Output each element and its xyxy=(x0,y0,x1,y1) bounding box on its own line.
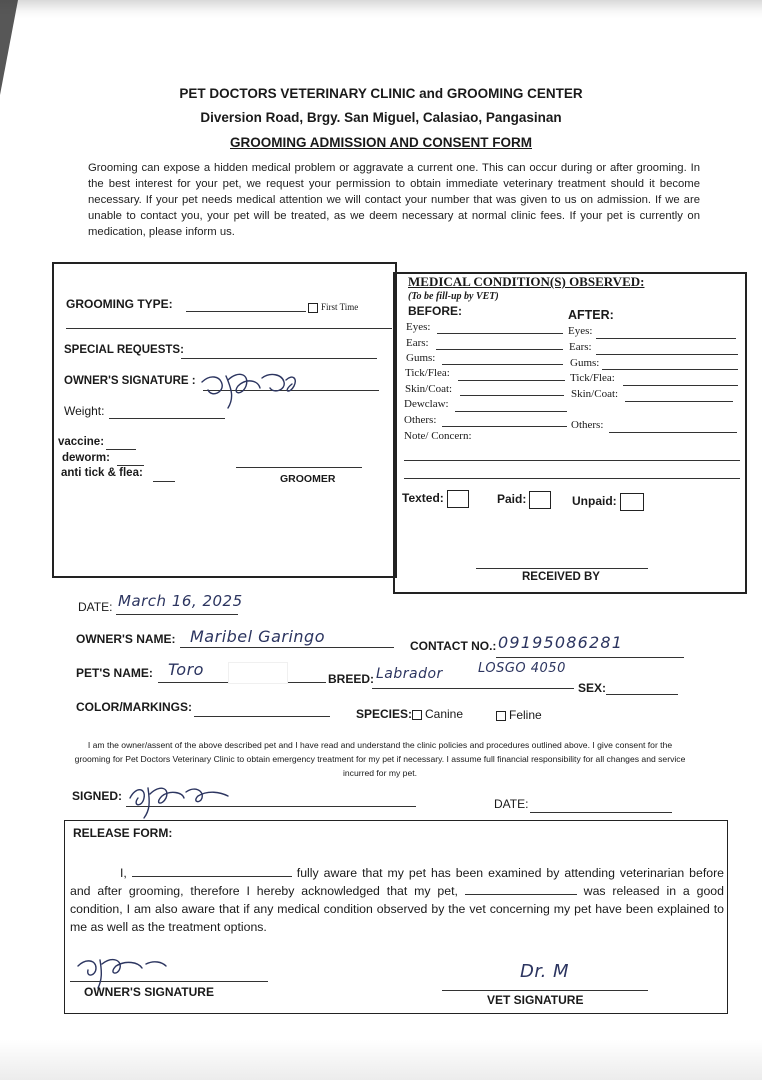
texted-checkbox[interactable] xyxy=(447,490,469,508)
form-title: GROOMING ADMISSION AND CONSENT FORM xyxy=(230,135,532,150)
before-tick-label: Tick/Flea: xyxy=(405,367,450,379)
vet-signature-label: VET SIGNATURE xyxy=(487,993,584,1007)
received-by-line[interactable] xyxy=(476,568,648,569)
weight-label: Weight: xyxy=(64,404,105,418)
groomer-label: GROOMER xyxy=(280,473,336,485)
grooming-type-extra-line[interactable] xyxy=(66,328,392,329)
medical-title: MEDICAL CONDITION(S) OBSERVED: xyxy=(408,274,645,289)
groomer-signature-line[interactable] xyxy=(236,467,362,468)
anti-tick-label: anti tick & flea: xyxy=(61,467,143,479)
after-others-field[interactable] xyxy=(609,432,737,433)
intro-paragraph: Grooming can expose a hidden medical problem or aggravate a current one. This can occur during or after grooming. In the best interest for your pet, we request your permission to obtain immediate veterinary treatment should it become necessary. If your pet needs medical attention we will contact your number that was given to us on admission. If we are unable to contact you, your pet will be treated, as we deem necessary at normal clinic fees. If your pet is currently on medication, please inform us. xyxy=(88,162,700,238)
breed-field[interactable] xyxy=(372,688,574,689)
page-top-edge xyxy=(0,0,762,18)
color-markings-label: COLOR/MARKINGS: xyxy=(76,700,192,714)
release-title: RELEASE FORM: xyxy=(73,826,173,840)
after-tick-label: Tick/Flea: xyxy=(570,372,615,384)
before-ears-label: Ears: xyxy=(406,337,429,349)
signed-label: SIGNED: xyxy=(72,789,123,803)
sex-label: SEX: xyxy=(578,681,607,695)
sex-field[interactable] xyxy=(606,694,678,695)
special-requests-field[interactable] xyxy=(181,358,377,359)
release-pet-name-field[interactable] xyxy=(465,884,577,895)
note-line-1[interactable] xyxy=(404,460,740,461)
species-label: SPECIES: xyxy=(356,707,413,721)
release-owner-name-field[interactable] xyxy=(132,866,292,877)
after-others-label: Others: xyxy=(571,419,604,431)
note-concern-label: Note/ Concern: xyxy=(404,430,472,442)
contact-value: 09195086281 xyxy=(498,633,624,652)
unpaid-checkbox[interactable] xyxy=(620,493,644,511)
after-tick-field[interactable] xyxy=(623,385,738,386)
after-label: AFTER: xyxy=(568,308,614,322)
first-time-option[interactable]: First Time xyxy=(308,302,358,313)
vaccine-field[interactable] xyxy=(106,449,136,450)
before-dewclaw-field[interactable] xyxy=(455,411,567,412)
breed-label: BREED: xyxy=(328,672,375,686)
owner-signature-drawing xyxy=(198,364,308,414)
date-field[interactable] xyxy=(116,614,238,615)
after-ears-label: Ears: xyxy=(569,341,592,353)
feline-checkbox[interactable] xyxy=(496,711,506,721)
before-ears-field[interactable] xyxy=(436,349,563,350)
signed-date-field[interactable] xyxy=(530,812,672,813)
weight-field[interactable] xyxy=(109,418,225,419)
release-owner-signature-label: OWNER'S SIGNATURE xyxy=(84,985,214,999)
before-tick-field[interactable] xyxy=(458,380,565,381)
page-bottom-shade xyxy=(0,1040,762,1080)
before-gums-label: Gums: xyxy=(406,352,436,364)
breed-note: LOSGO 4050 xyxy=(478,661,566,676)
before-label: BEFORE: xyxy=(408,304,462,318)
vaccine-label: vaccine: xyxy=(58,436,105,448)
received-by-label: RECEIVED BY xyxy=(522,571,600,583)
before-dewclaw-label: Dewclaw: xyxy=(404,398,449,410)
pet-name-label: PET'S NAME: xyxy=(76,666,153,680)
pet-name-value: Toro xyxy=(168,660,204,679)
canine-checkbox[interactable] xyxy=(412,710,422,720)
release-paragraph: I, fully aware that my pet has been examined by attending veterinarian before and after grooming, therefore I hereby acknowledged that my pet, was released in a good condition, I am also aware that if any medical condition observed by the vet concerning my pet have been explained to me as well as the treatment options. xyxy=(70,866,725,934)
canine-option[interactable]: Canine xyxy=(412,707,463,721)
contact-label: CONTACT NO.: xyxy=(410,639,497,653)
vet-signature-value: Dr. M xyxy=(520,961,570,982)
medical-subtitle: (To be fill-up by VET) xyxy=(408,291,499,302)
unpaid-option[interactable]: Unpaid: xyxy=(572,493,644,511)
signed-date-label: DATE: xyxy=(494,797,529,811)
before-others-field[interactable] xyxy=(442,426,567,427)
grooming-type-label: GROOMING TYPE: xyxy=(66,297,173,311)
before-eyes-field[interactable] xyxy=(437,333,563,334)
owner-name-label: OWNER'S NAME: xyxy=(76,632,176,646)
date-label: DATE: xyxy=(78,600,113,614)
special-requests-label: SPECIAL REQUESTS: xyxy=(64,344,184,356)
before-skin-label: Skin/Coat: xyxy=(405,383,453,395)
anti-tick-field[interactable] xyxy=(153,481,175,482)
before-others-label: Others: xyxy=(404,414,437,426)
color-markings-field[interactable] xyxy=(194,716,330,717)
clinic-name: PET DOCTORS VETERINARY CLINIC and GROOMING CENTER xyxy=(179,86,583,101)
date-value: March 16, 2025 xyxy=(118,592,243,610)
clinic-address: Diversion Road, Brgy. San Miguel, Calasiao, Pangasinan xyxy=(200,110,562,125)
before-skin-field[interactable] xyxy=(460,395,564,396)
redaction-box xyxy=(228,662,288,684)
after-skin-field[interactable] xyxy=(625,401,733,402)
after-eyes-field[interactable] xyxy=(596,338,736,339)
owner-signature-label: OWNER'S SIGNATURE : xyxy=(64,375,196,387)
after-ears-field[interactable] xyxy=(596,354,738,355)
deworm-field[interactable] xyxy=(117,465,144,466)
texted-option[interactable]: Texted: xyxy=(402,490,469,508)
owner-name-value: Maribel Garingo xyxy=(190,627,325,646)
after-skin-label: Skin/Coat: xyxy=(571,388,619,400)
contact-field[interactable] xyxy=(496,657,684,658)
after-gums-label: Gums: xyxy=(570,357,600,369)
grooming-type-field[interactable] xyxy=(186,311,306,312)
before-gums-field[interactable] xyxy=(442,364,563,365)
after-eyes-label: Eyes: xyxy=(568,325,593,337)
before-eyes-label: Eyes: xyxy=(406,321,431,333)
paid-checkbox[interactable] xyxy=(529,491,551,509)
note-line-2[interactable] xyxy=(404,478,740,479)
deworm-label: deworm: xyxy=(62,452,110,464)
breed-value: Labrador xyxy=(376,666,443,682)
owner-name-field[interactable] xyxy=(180,647,394,648)
feline-option[interactable]: Feline xyxy=(496,708,542,722)
after-gums-field[interactable] xyxy=(602,369,738,370)
signed-signature-drawing xyxy=(124,778,244,822)
page-fold-shadow xyxy=(0,0,18,95)
first-time-checkbox[interactable] xyxy=(308,303,318,313)
paid-option[interactable]: Paid: xyxy=(497,491,551,509)
vet-signature-line[interactable] xyxy=(442,990,648,991)
consent-statement: I am the owner/assent of the above described pet and I have read and understand the clinic policies and procedures outlined above. I give consent for the grooming for Pet Doctors Veterinary Clinic to obtain emergency treatment for my pet if necessary. I assume full financial responsibility for all changes and service incurred for my pet. xyxy=(74,740,686,778)
